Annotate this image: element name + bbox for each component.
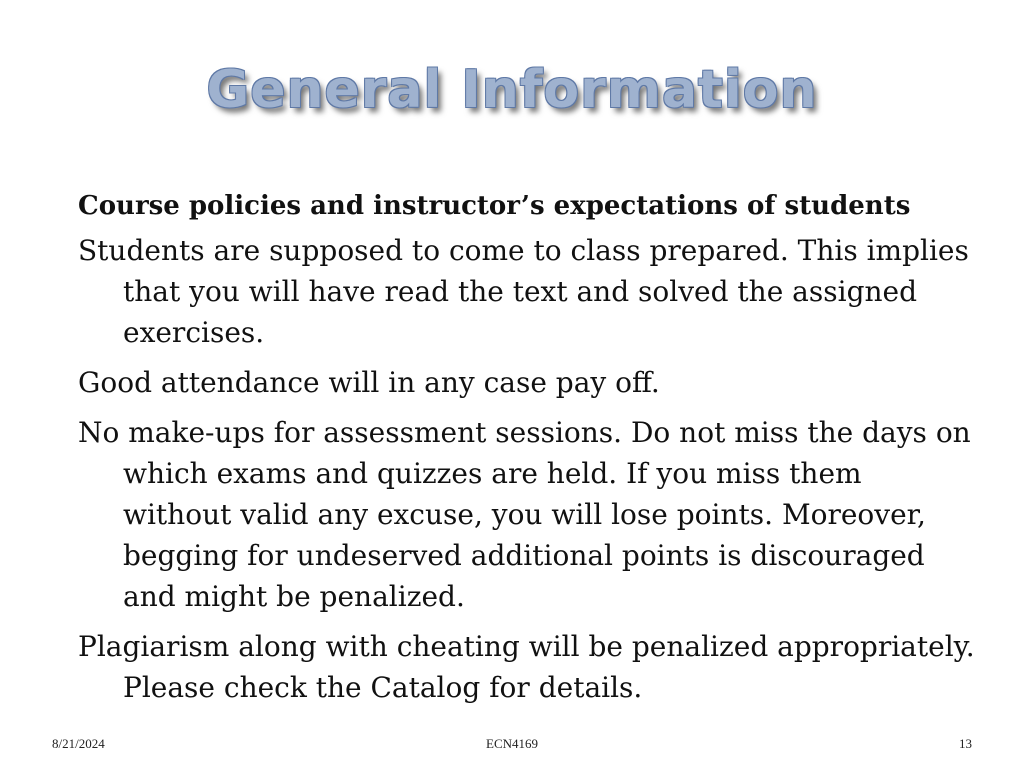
policy-paragraph-attendance: Good attendance will in any case pay off. [78,366,660,399]
section-heading: Course policies and instructor’s expectations of students [78,191,911,221]
footer-course-code: ECN4169 [486,736,538,751]
policy-paragraph-makeups: No make-ups for assessment sessions. Do not miss the days on which exams and quizzes are held. If you miss them without valid any excuse, you will lose points. Moreover, begging for undeserved additional points is discouraged and might be penalized. [78,416,971,613]
policy-paragraph-plagiarism: Plagiarism along with cheating will be penalized appropriately. Please check the Catalog for details. [78,630,975,704]
footer-page-number: 13 [959,736,972,751]
slide-body [78,186,978,717]
footer-date: 8/21/2024 [52,736,105,751]
policy-paragraph-preparation: Students are supposed to come to class prepared. This implies that you will have read the text and solved the assigned exercises. [78,234,969,349]
slide-title: General Information [206,60,818,120]
